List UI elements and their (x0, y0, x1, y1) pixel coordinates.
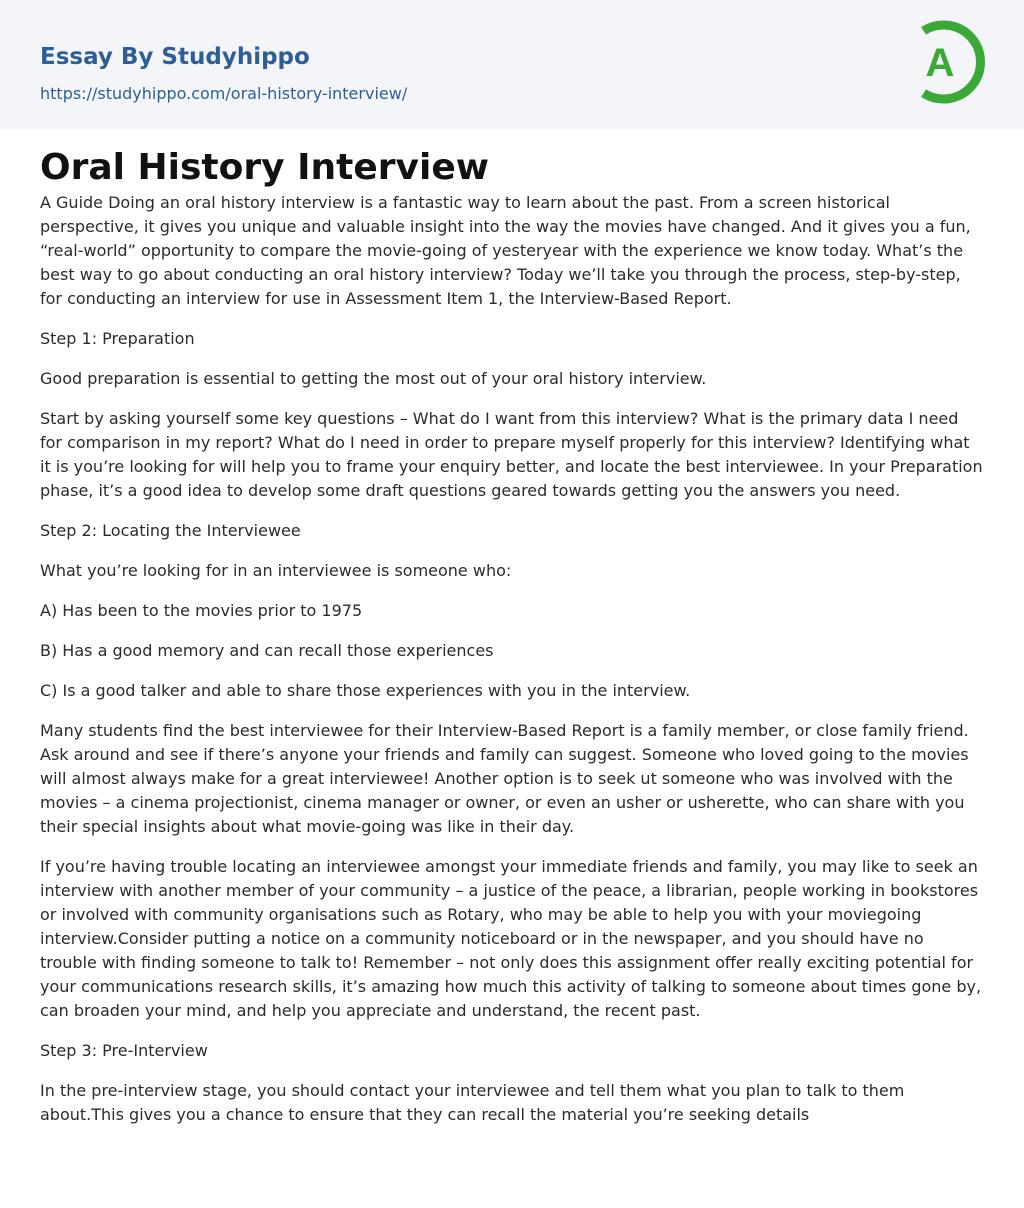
article-paragraph: Good preparation is essential to getting the most out of your oral history interview. (40, 369, 707, 388)
article-content (0, 129, 1024, 1127)
list-item: B) Has a good memory and can recall those experiences (40, 641, 494, 660)
site-header (0, 0, 1024, 129)
article-paragraph: Many students find the best interviewee for their Interview-Based Report is a family member, or close family friend. Ask around and see if there’s anyone your friends and family can suggest. Someone who loved going to the movies will almost always make for a great interviewee! Another option is to seek ut someone who was involved with the movies – a cinema projectionist, cinema manager or owner, or even an usher or usherette, who can share with you their special insights about what movie-going was like in their day. (40, 721, 969, 836)
article-paragraph: In the pre-interview stage, you should contact your interviewee and tell them what you plan to talk to them about.This gives you a chance to ensure that they can recall the material you’re seeking details (40, 1081, 905, 1124)
logo-letter: A (925, 41, 955, 85)
section-heading-step-1: Step 1: Preparation (40, 329, 195, 348)
section-heading-step-2: Step 2: Locating the Interviewee (40, 521, 301, 540)
list-item: A) Has been to the movies prior to 1975 (40, 601, 363, 620)
source-url-link[interactable]: https://studyhippo.com/oral-history-interview/ (40, 84, 408, 103)
studyhippo-logo-icon[interactable] (908, 18, 988, 106)
list-item: C) Is a good talker and able to share those experiences with you in the interview. (40, 681, 691, 700)
article-paragraph: Start by asking yourself some key questions – What do I want from this interview? What is the primary data I need for comparison in my report? What do I need in order to prepare myself properly for this interview? Identifying what it is you’re looking for will help you to frame your enquiry better, and locate the best interviewee. In your Preparation phase, it’s a good idea to develop some draft questions geared towards getting you the answers you need. (40, 409, 983, 500)
section-heading-step-3: Step 3: Pre-Interview (40, 1041, 208, 1060)
article-paragraph: What you’re looking for in an interviewee is someone who: (40, 561, 512, 580)
article-paragraph: A Guide Doing an oral history interview is a fantastic way to learn about the past. From a screen historical perspective, it gives you unique and valuable insight into the way the movies have changed. And it gives you a fun, “real-world” opportunity to compare the movie-going of yesteryear with the experience we know today. What’s the best way to go about conducting an oral history interview? Today we’ll take you through the process, step-by-step, for conducting an interview for use in Assessment Item 1, the Interview-Based Report. (40, 193, 971, 308)
site-brand[interactable]: Essay By Studyhippo (40, 44, 310, 70)
article-paragraph: If you’re having trouble locating an interviewee amongst your immediate friends and family, you may like to seek an interview with another member of your community – a justice of the peace, a librarian, people working in bookstores or involved with community organisations such as Rotary, who may be able to help you with your moviegoing interview.Consider putting a notice on a community noticeboard or in the newspaper, and you should have no trouble with finding someone to talk to! Remember – not only does this assignment offer really exciting potential for your communications research skills, it’s amazing how much this activity of talking to someone about times gone by, can broaden your mind, and help you appreciate and understand, the recent past. (40, 857, 982, 1020)
page-title: Oral History Interview (40, 147, 489, 188)
